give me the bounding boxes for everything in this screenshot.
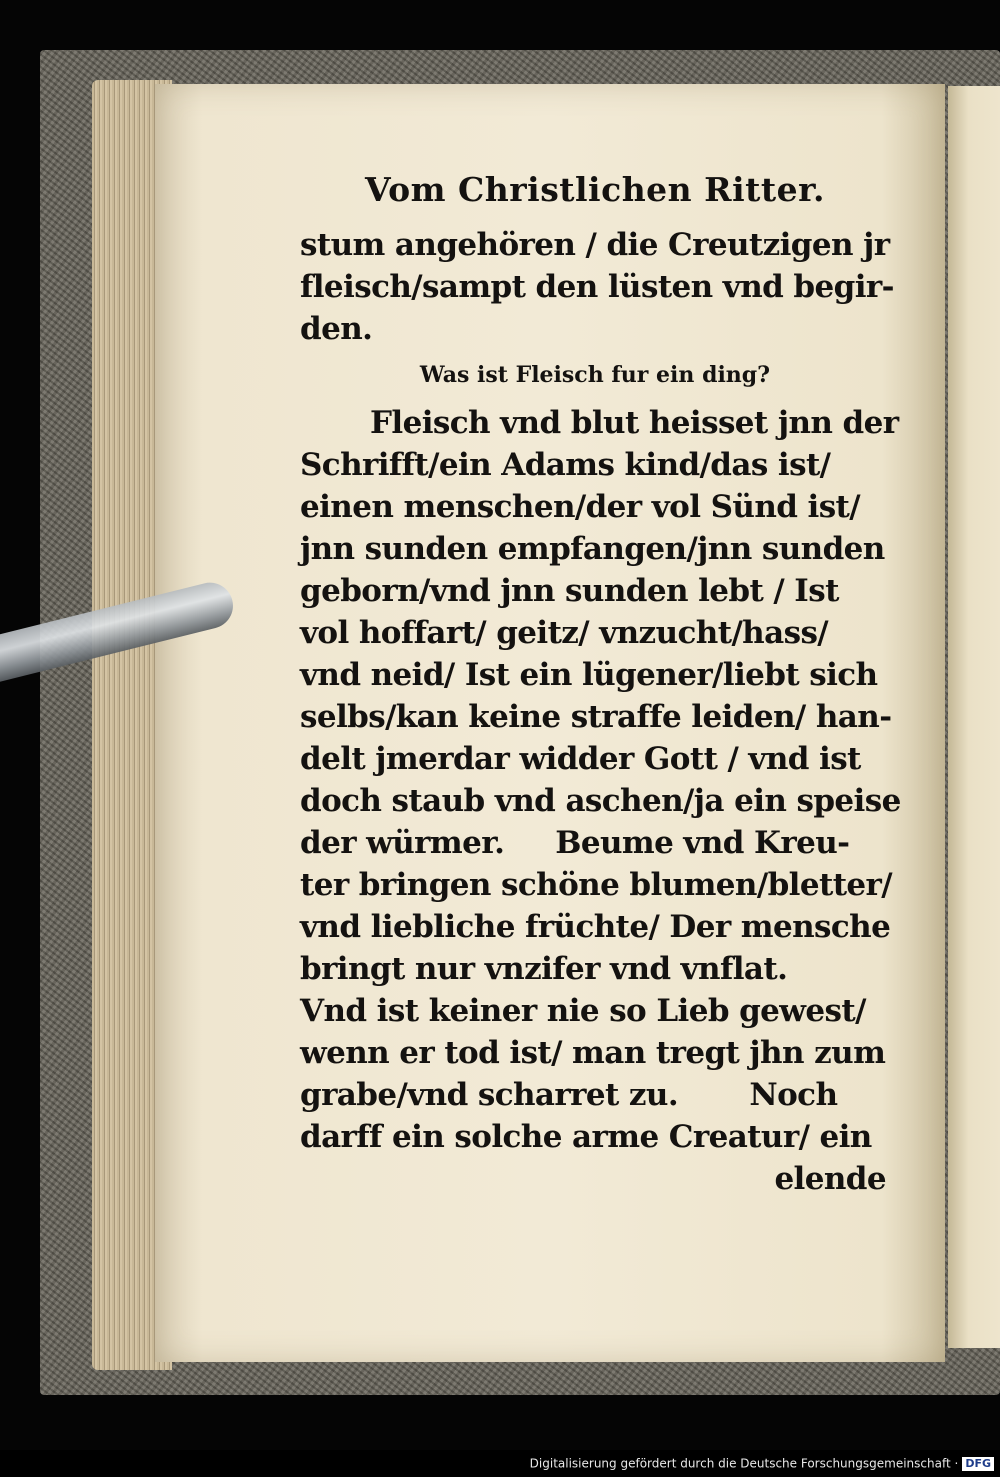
text-line: wenn er tod ist/ man tregt jhn zum [300, 1035, 886, 1071]
text-line: delt jmerdar widder Gott / vnd ist [300, 741, 861, 777]
facing-page [948, 86, 1000, 1348]
text-line: Fleisch vnd blut heisset jnn der [370, 405, 899, 441]
text-line: vnd liebliche früchte/ Der mensche [300, 909, 891, 945]
text-line: stum angehören / die Creutzigen jr [300, 227, 890, 263]
text-line: jnn sunden empfangen/jnn sunden [300, 531, 885, 567]
text-line: selbs/kan keine straffe leiden/ han- [300, 699, 892, 735]
catchword: elende [774, 1161, 886, 1197]
text-line: grabe/vnd scharret zu. Noch [300, 1077, 838, 1113]
running-head: Vom Christlichen Ritter. [365, 170, 825, 209]
text-line: den. [300, 311, 373, 347]
text-line: doch staub vnd aschen/ja ein speise [300, 783, 901, 819]
page-text [300, 170, 901, 1200]
text-line: darff ein solche arme Creatur/ ein [300, 1119, 872, 1155]
section-heading: Was ist Fleisch fur ein ding? [419, 362, 771, 388]
dfg-logo: DFG [962, 1457, 994, 1471]
funding-footer [0, 1450, 1000, 1476]
text-line: der würmer. Beume vnd Kreu- [300, 825, 850, 861]
text-line: geborn/vnd jnn sunden lebt / Ist [300, 573, 839, 609]
text-line: einen menschen/der vol Sünd ist/ [300, 489, 860, 525]
text-lines-before [300, 224, 894, 350]
text-lines-after [300, 402, 901, 1158]
text-line: fleisch/sampt den lüsten vnd begir- [300, 269, 894, 305]
text-line: Schrifft/ein Adams kind/das ist/ [300, 447, 831, 483]
text-line: bringt nur vnzifer vnd vnflat. [300, 951, 788, 987]
funding-credit: Digitalisierung gefördert durch die Deutsche Forschungsgemeinschaft · [529, 1456, 959, 1471]
text-line: Vnd ist keiner nie so Lieb gewest/ [300, 993, 866, 1029]
text-line: vnd neid/ Ist ein lügener/liebt sich [300, 657, 878, 693]
text-line: vol hoffart/ geitz/ vnzucht/hass/ [300, 615, 829, 651]
text-line: ter bringen schöne blumen/bletter/ [300, 867, 892, 903]
